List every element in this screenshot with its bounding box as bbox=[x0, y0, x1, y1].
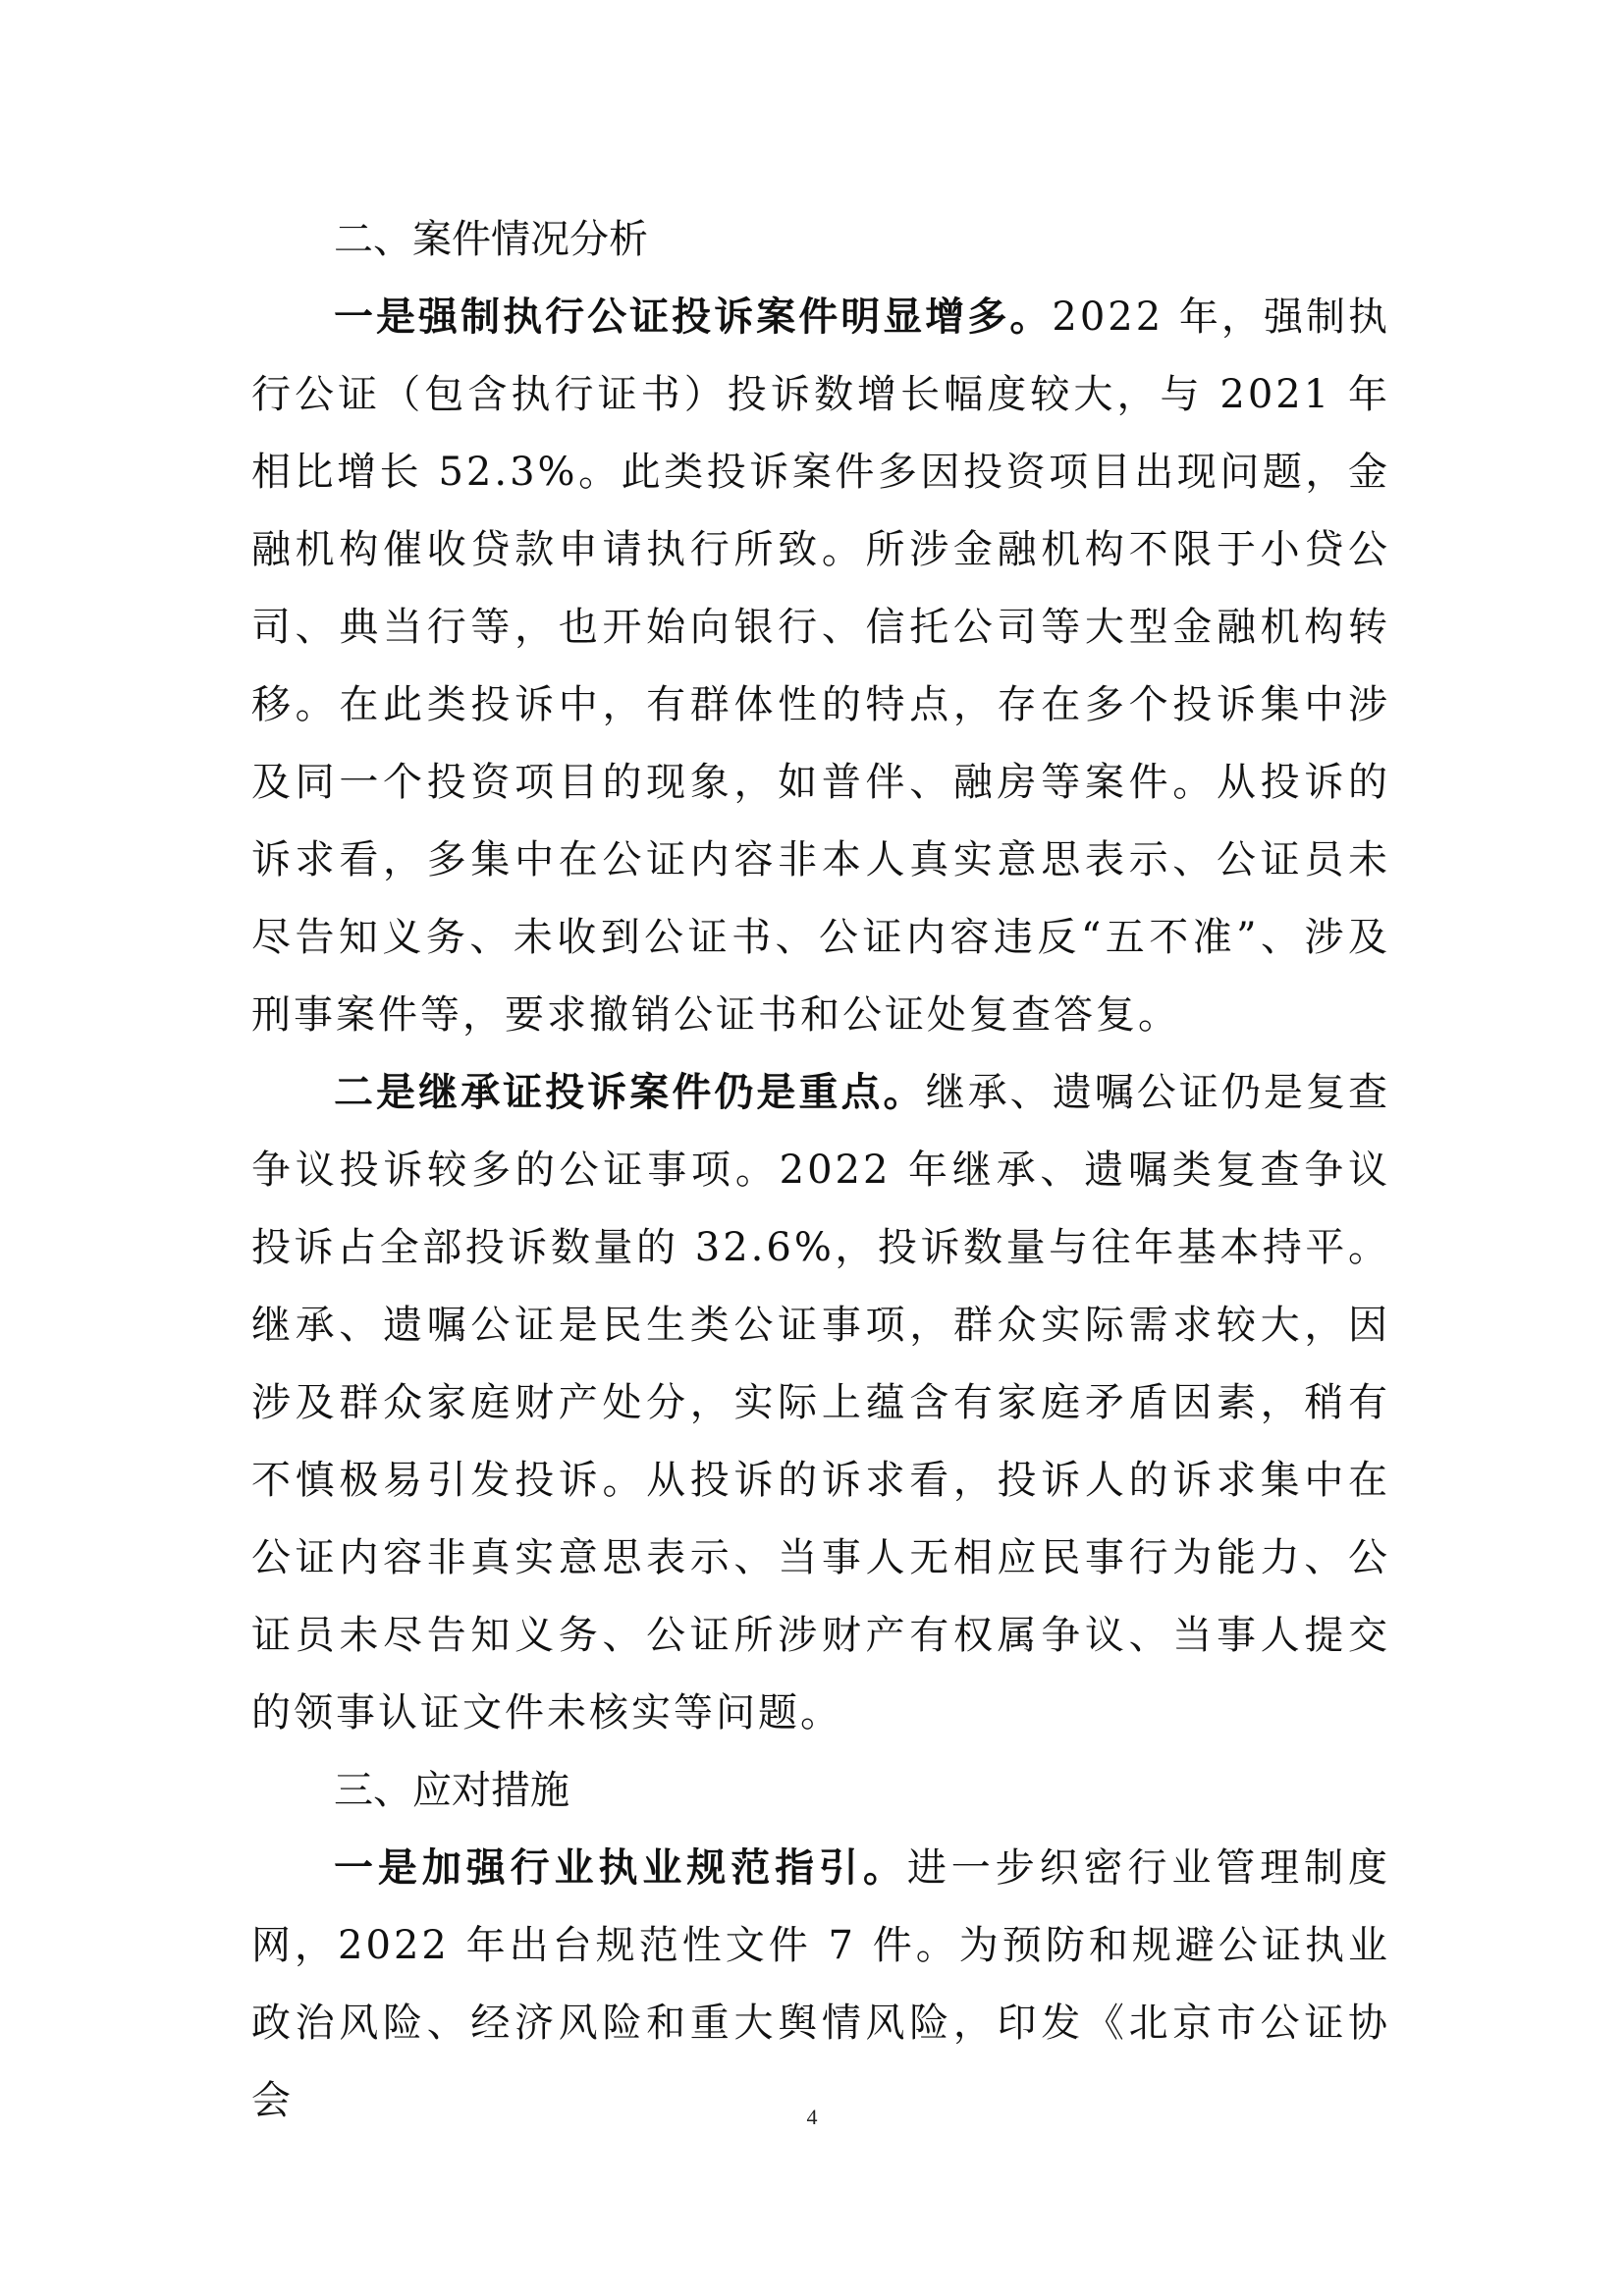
paragraph-body: 2022 年，强制执行公证（包含执行证书）投诉数增长幅度较大，与 2021 年相比增长 52.3%。此类投诉案件多因投资项目出现问题，金融机构催收贷款申请执行所致。所涉金融机构不限于小贷公司、典当行等，也开始向银行、信托公司等大型金融机构转移。在此类投诉中，有群体性的特点，存在多个投诉集中涉及同一个投资项目的现象，如普伴、融房等案件。从投诉的诉求看，多集中在公证内容非本人真实意思表示、公证员未尽告知义务、未收到公证书、公证内容违反“五不准”、涉及刑事案件等，要求撤销公证书和公证处复查答复。 bbox=[251, 294, 1390, 1038]
page-number: 4 bbox=[806, 2105, 818, 2129]
paragraph-body: 进一步织密行业管理制度网，2022 年出台规范性文件 7 件。为预防和规避公证执业政治风险、经济风险和重大舆情风险，印发《北京市公证协会 bbox=[251, 1845, 1391, 2123]
section-heading-case-analysis: 二、案件情况分析 bbox=[334, 217, 648, 262]
paragraph-inheritance-notarization bbox=[251, 1054, 1390, 1752]
paragraph-enforcement-notarization bbox=[251, 279, 1390, 1054]
paragraph-practice-guidance bbox=[251, 1830, 1390, 2140]
paragraph-lead: 二是继承证投诉案件仍是重点。 bbox=[334, 1070, 926, 1115]
paragraph-lead: 一是加强行业执业规范指引。 bbox=[334, 1845, 907, 1891]
paragraph-lead: 一是强制执行公证投诉案件明显增多。 bbox=[334, 294, 1053, 340]
paragraph-body: 继承、遗嘱公证仍是复查争议投诉较多的公证事项。2022 年继承、遗嘱类复查争议投诉占全部投诉数量的 32.6%，投诉数量与往年基本持平。继承、遗嘱公证是民生类公证事项，群众实际需求较大，因涉及群众家庭财产处分，实际上蕴含有家庭矛盾因素，稍有不慎极易引发投诉。从投诉的诉求看，投诉人的诉求集中在公证内容非真实意思表示、当事人无相应民事行为能力、公证员未尽告知义务、公证所涉财产有权属争议、当事人提交的领事认证文件未核实等问题。 bbox=[251, 1070, 1391, 1735]
section-heading-countermeasures: 三、应对措施 bbox=[334, 1768, 569, 1813]
page-content bbox=[251, 201, 1390, 2140]
